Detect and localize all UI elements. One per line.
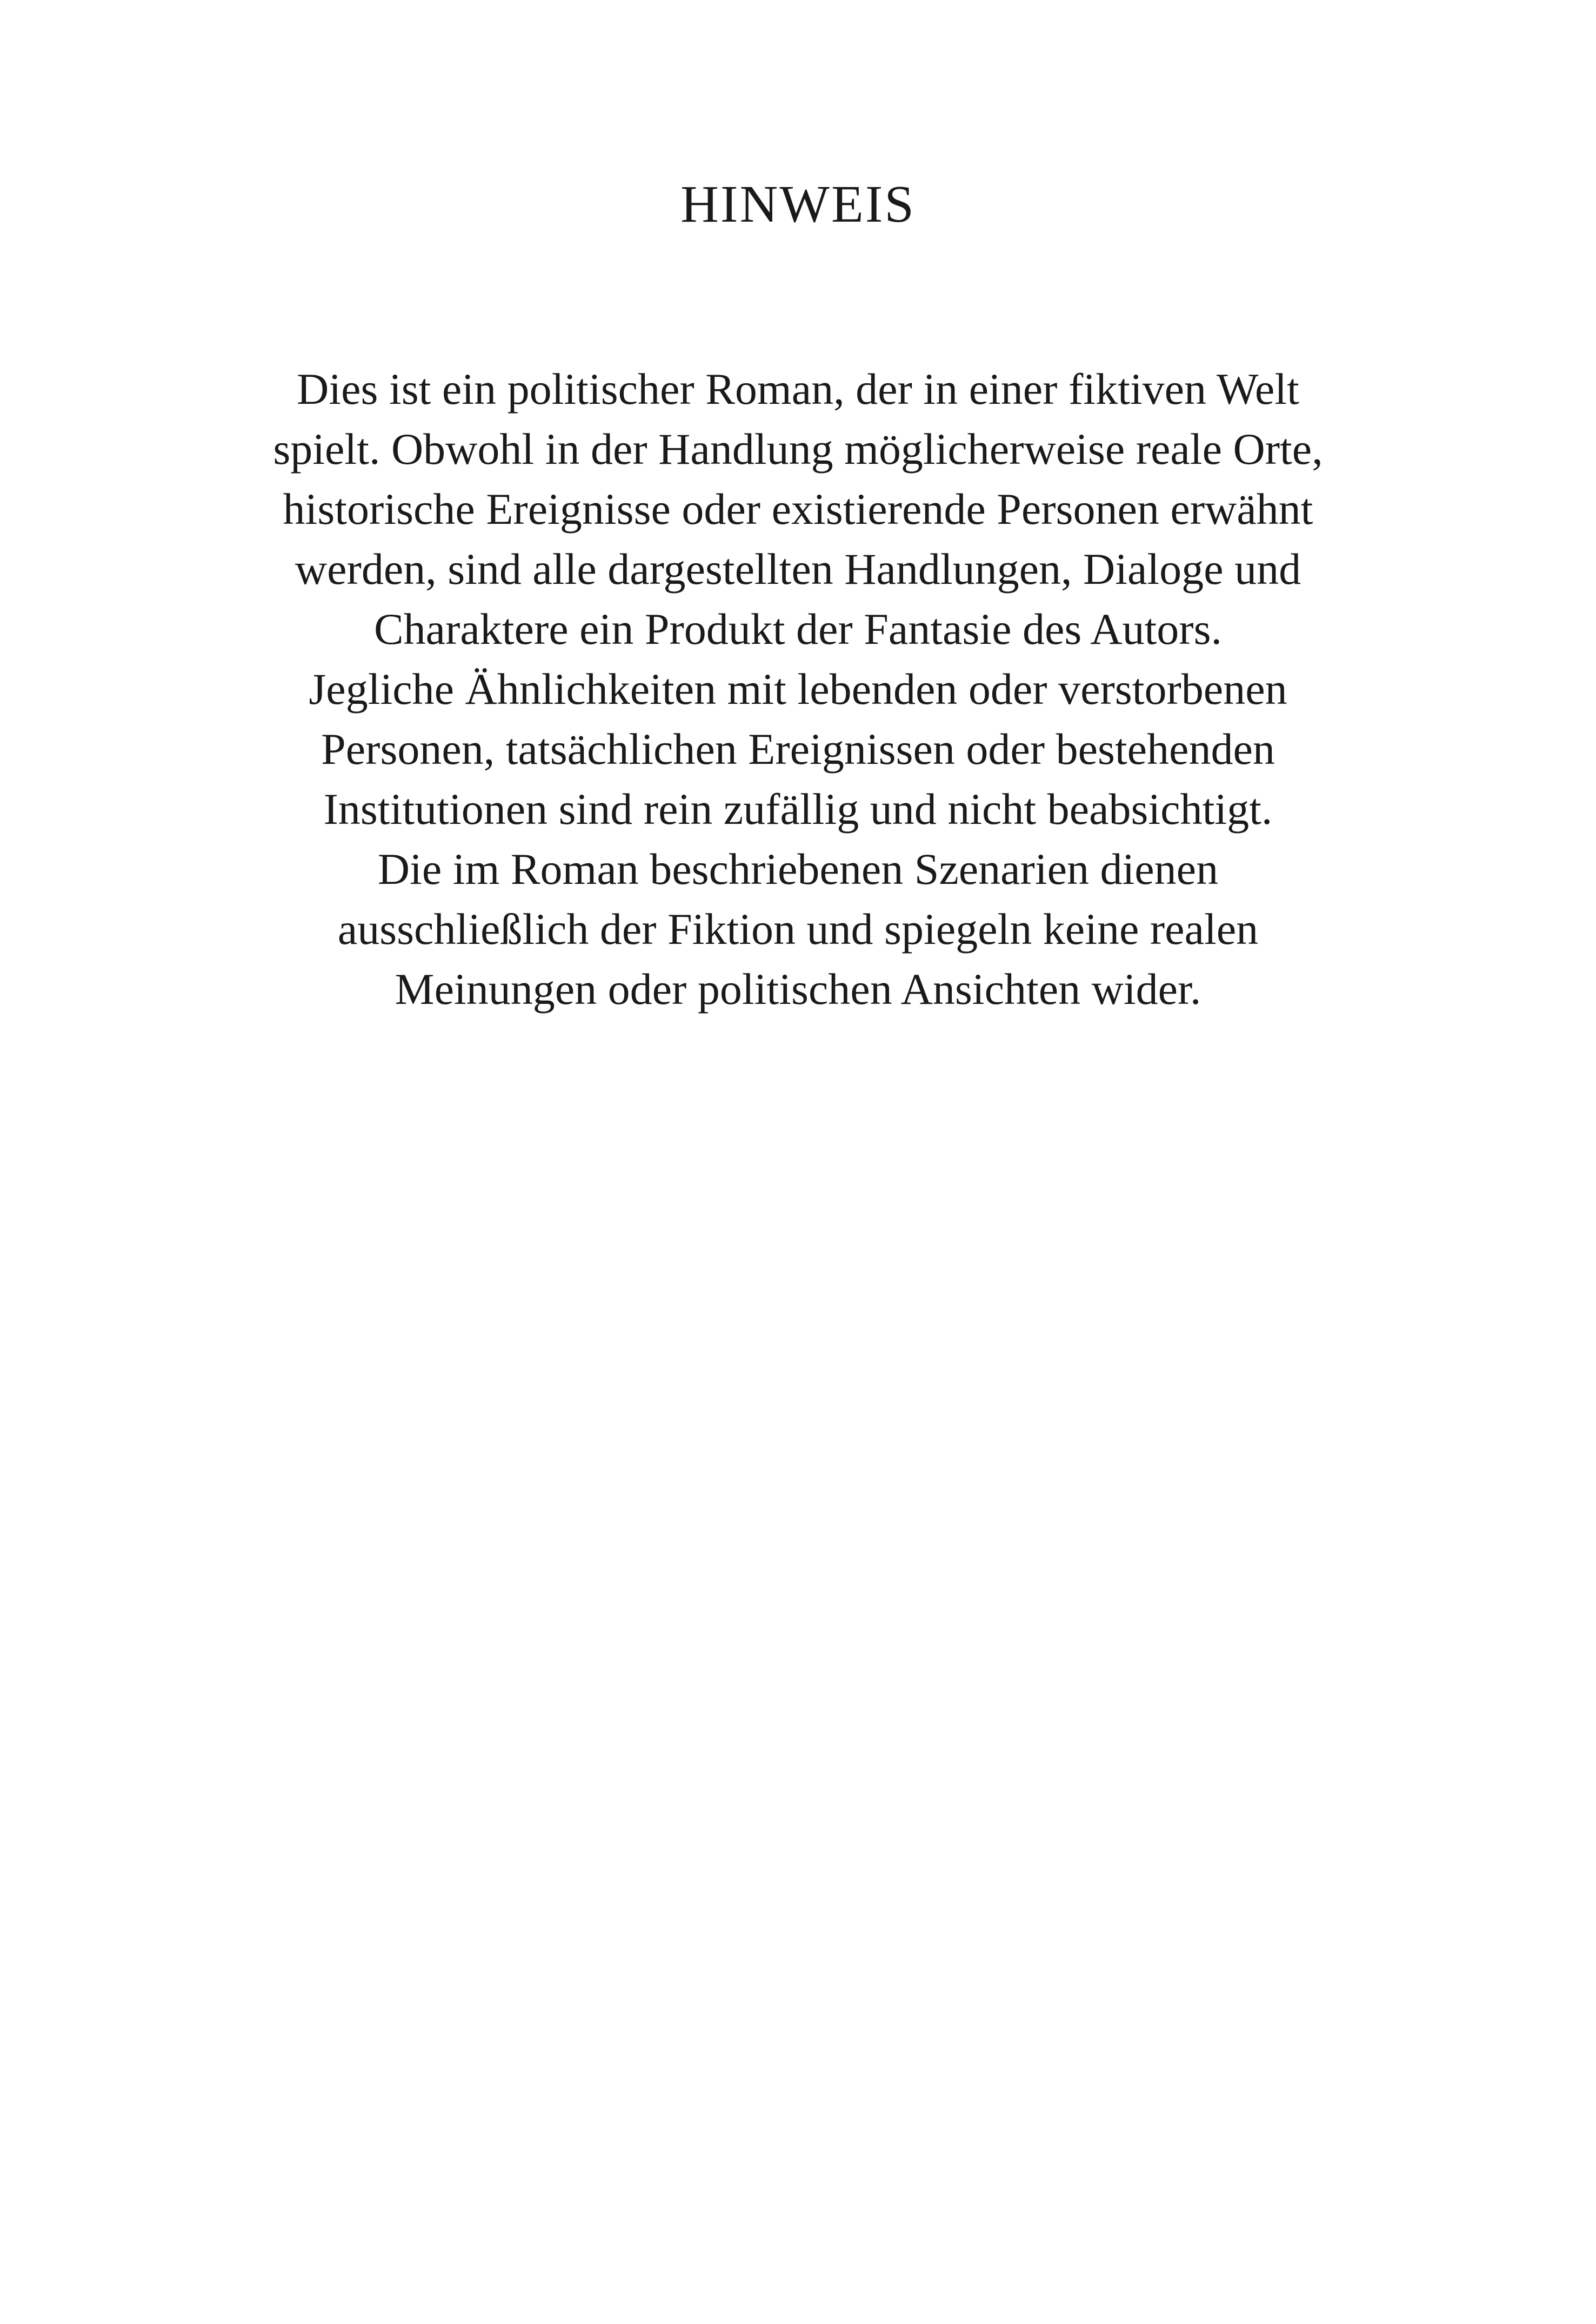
paragraph-line: Meinungen oder politischen Ansichten wider.	[395, 964, 1201, 1014]
page-title: HINWEIS	[680, 175, 916, 234]
paragraph-line: Charaktere ein Produkt der Fantasie des Autors.	[373, 604, 1222, 654]
paragraph-line: Institutionen sind rein zufällig und nicht beabsichtigt.	[323, 784, 1273, 834]
paragraph-line: historische Ereignisse oder existierende Personen erwähnt	[283, 484, 1313, 534]
paragraph-line: werden, sind alle dargestellten Handlungen, Dialoge und	[295, 544, 1301, 594]
notice-paragraph	[162, 359, 1434, 1019]
paragraph-line: Die im Roman beschriebenen Szenarien dienen	[377, 844, 1219, 894]
paragraph-line: spielt. Obwohl in der Handlung möglicherweise reale Orte,	[273, 424, 1323, 474]
paragraph-line: ausschließlich der Fiktion und spiegeln keine realen	[337, 904, 1259, 954]
paragraph-line: Personen, tatsächlichen Ereignissen oder bestehenden	[321, 724, 1275, 774]
paragraph-line: Jegliche Ähnlichkeiten mit lebenden oder verstorbenen	[309, 664, 1287, 714]
paragraph-line: Dies ist ein politischer Roman, der in einer fiktiven Welt	[297, 364, 1299, 414]
